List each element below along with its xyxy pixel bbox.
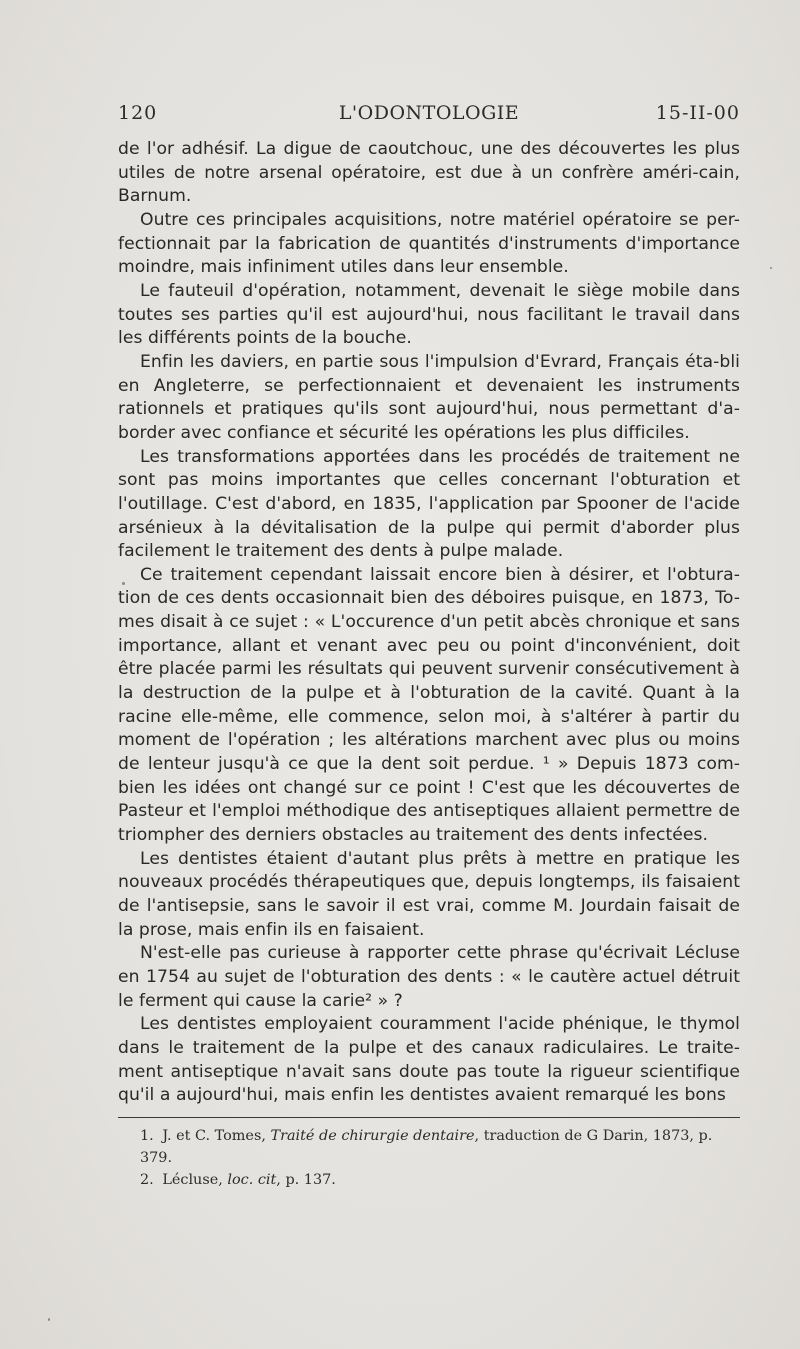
footnote-title: loc. cit [227,1172,277,1188]
footnotes [118,1125,740,1191]
paragraph: Ce traitement cependant laissait encore bien à désirer, et l'obtura-tion de ces dents occasionnait bien des déboires puisque, en 1873, To-mes disait à ce sujet : « L'occurence d'un petit abcès chronique et sans importance, allant et venant avec peu ou point d'inconvénient, doit être placée parmi les résultats qui peuvent survenir consécutivement à la destruction de la pulpe et à l'obturation de la cavité. Quant à la racine elle-même, elle commence, selon moi, à s'altérer à partir du moment de l'opération ; les altérations marchent avec plus ou moins de lenteur jusqu'à ce que la dent soit perdue. ¹ » Depuis 1873 com-bien les idées ont changé sur ce point ! C'est que les découvertes de Pasteur et l'emploi méthodique des antiseptiques allaient permettre de triompher des derniers obstacles au traitement des dents infectées. [118,564,740,846]
journal-title: L'ODONTOLOGIE [338,102,520,124]
paragraph: N'est-elle pas curieuse à rapporter cette phrase qu'écrivait Lécluse en 1754 au sujet de l'obturation des dents : « le cautère actuel détruit le ferment qui cause la carie² » ? [118,943,740,1011]
footnote-title: Traité de chirurgie dentaire [270,1128,475,1144]
paragraph: Outre ces principales acquisitions, notre matériel opératoire se per-fectionnait par la fabrication de quantités d'instruments d'importance moindre, mais infiniment utiles dans leur ensemble. [118,209,740,278]
paragraph: Les dentistes étaient d'autant plus prêts à mettre en pratique les nouveaux procédés thérapeutiques que, depuis longtemps, ils faisaient de l'antisepsie, sans le savoir il est vrai, comme M. Jourdain faisait de la prose, mais enfin ils en faisaient. [118,848,740,940]
footnote-divider [118,1117,740,1118]
issue-date: 15-II-00 [655,102,740,124]
paragraph: Les dentistes employaient couramment l'acide phénique, le thymol dans le traitement de la pulpe et des canaux radiculaires. Le traite-ment antiseptique n'avait sans doute pas toute la rigueur scientifique qu'il a aujourd'hui, mais enfin les dentistes avaient remarqué les bons [118,1014,740,1106]
footnote-text: J. et C. Tomes, [162,1128,266,1144]
paragraph: Enfin les daviers, en partie sous l'impulsion d'Evrard, Français éta-bli en Angleterre, se perfectionnaient et devenaient les instruments rationnels et pratiques qu'ils sont aujourd'hui, nous permettant d'a-border avec confiance et sécurité les opérations les plus difficiles. [118,351,740,443]
footnote-text: , p. 137. [276,1172,336,1188]
paragraph: Le fauteuil d'opération, notamment, devenait le siège mobile dans toutes ses parties qu'il est aujourd'hui, nous facilitant le travail dans les différents points de la bouche. [118,280,740,349]
paper-speck [48,1318,50,1321]
page-number: 120 [118,102,158,124]
footnote-text: , traduction de G Darin, 1873, p. 379. [140,1128,713,1166]
footnote [118,1169,740,1191]
running-header [118,102,740,132]
paragraph: Les transformations apportées dans les procédés de traitement ne sont pas moins importantes que celles concernant l'obturation et l'outillage. C'est d'abord, en 1835, l'application par Spooner de l'acide arsénieux à la dévitalisation de la pulpe qui permit d'aborder plus facilement le traitement des dents à pulpe malade. [118,446,740,562]
footnote-number: 1. [140,1128,154,1144]
footnote-text: Lécluse, [162,1172,223,1188]
paper-speck [770,267,772,269]
body-text [118,138,740,1108]
paragraph: de l'or adhésif. La digue de caoutchouc, une des découvertes les plus utiles de notre arsenal opératoire, est due à un confrère améri-cain, Barnum. [118,139,740,207]
footnote-number: 2. [140,1172,154,1188]
footnote [118,1125,740,1169]
paper-speck [122,582,125,585]
